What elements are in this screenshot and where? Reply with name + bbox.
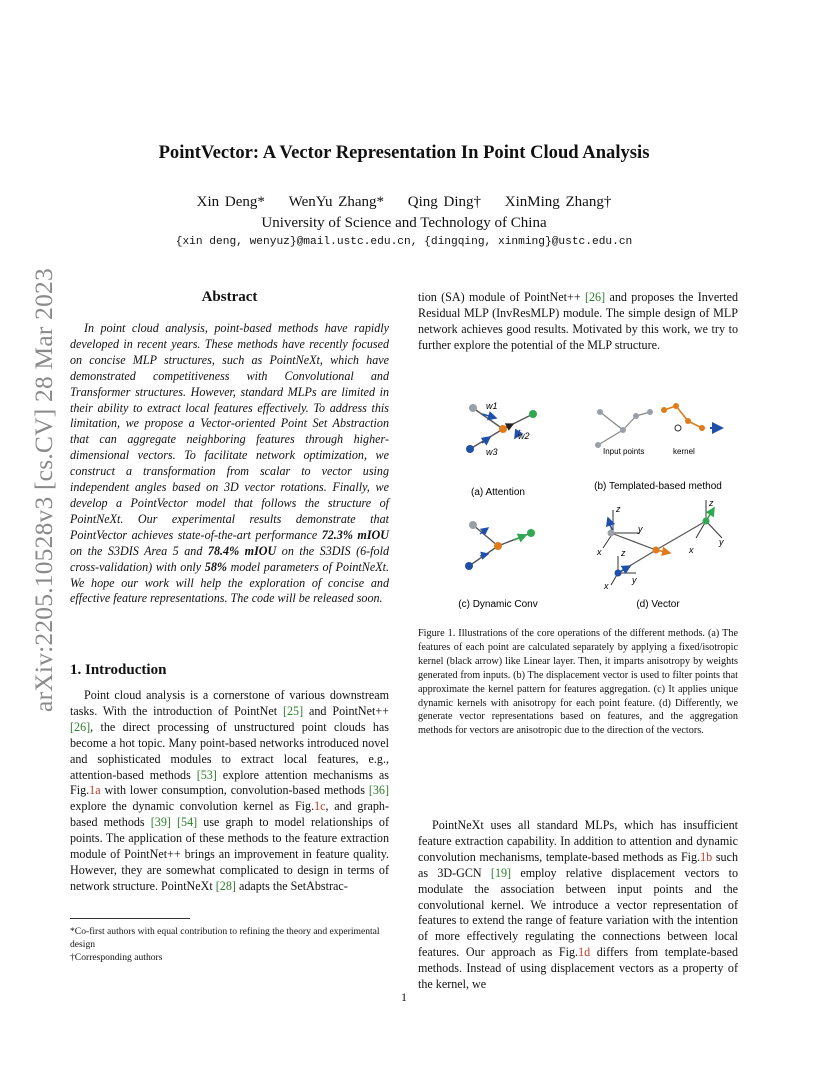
footnote-corresponding: †Corresponding authors [70,952,163,963]
kernel-point [685,418,691,424]
intro-text: use graph to model relationships of points. The application of these methods to the feature extraction module of PointNet++ brings an improvement in feature quality. However, they are somewhat complicated to design in terms of network structure. PointNeXt [70,815,389,893]
axis-label: y [632,575,637,585]
point [597,409,603,415]
citation-link[interactable]: [39] [150,815,171,830]
weight-arrow [482,437,490,443]
intro-text: , the direct processing of unstructured point clouds has become a hot topic. Many point-based networks introduced novel and sophisticated modules to extract local features, e.g., attention-based methods [70,719,389,782]
kernel-label: kernel [673,447,695,456]
point [608,530,615,537]
kernel-point [673,403,679,409]
weight-label: w1 [486,401,498,411]
edge [473,525,498,546]
point [469,404,477,412]
footnote-cofirst: *Co-first authors with equal contribution to refining the theory and experimental design [70,926,380,950]
citation-link[interactable]: [26] [584,290,606,304]
right-paragraph-bottom [418,818,738,993]
point [465,562,473,570]
edge [656,521,706,550]
axis-label: y [719,537,724,547]
weight-label: w3 [486,447,498,457]
body-text: employ relative displacement vectors to modulate the association between input points and the convolutional kernel. We introduce a vector representation of features to extend the range of feature variation with the intention of more effectively regulating the connections between local features. Our approach as Fig. [418,865,738,960]
point [595,442,601,448]
edge [598,430,623,445]
input-points-label: Input points [603,447,645,456]
citation-link[interactable]: [26] [70,719,91,734]
edge [469,546,498,566]
axis-label: x [597,547,602,557]
axis [706,521,722,538]
citation-link[interactable]: [54] [177,815,198,830]
kernel-point [699,425,705,431]
point [469,521,477,529]
intro-text: Point cloud analysis is a cornerstone of various downstream tasks. With the introduction of PointNet [70,688,389,718]
point [647,409,653,415]
author-list [100,194,708,211]
figure-link[interactable]: 1a [89,783,101,798]
edge [611,533,656,550]
abstract-result-1: 72.3% mIOU [321,527,389,542]
abstract-result-3: 58% [204,559,227,574]
intro-heading: 1. Introduction [70,662,167,678]
dynamic-kernel-arrow [514,535,526,540]
subfig-template [595,403,722,456]
center-point [653,547,660,554]
author: Xin Deng* [196,194,265,210]
figure-1 [418,388,738,620]
affiliation: University of Science and Technology of China [261,215,547,231]
subfig-caption-c: (c) Dynamic Conv [458,599,538,610]
abstract-text [70,321,389,607]
axis-label: z [709,498,714,508]
body-text: differs from template-based methods. Instead of using displacement vectors as a property of the kernel, we [418,945,739,992]
figure-caption: Figure 1. Illustrations of the core operations of the different methods. (a) The features of each point are calculated separately by applying a fixed/isotropic kernel (black arrow) like Linear layer. Then, it imparts anisotropy by weights generated from inputs. (b) The displacement vector is used to filter points that approximate the kernel pattern for features aggregation. (c) It applies unique dynamic kernels with anisotropy for each point feature. (d) Differently, we generate vector representations based on features, and the aggregation methods for vectors are anisotropic due to the direction of the vectors. [418,628,738,737]
point [703,518,710,525]
weight-label: w2 [518,431,530,441]
arxiv-stamp: arXiv:2205.10528v3 [cs.CV] 28 Mar 2023 [29,268,58,712]
multiply-icon [675,425,681,431]
abstract-text-b: on the S3DIS Area 5 and [70,543,208,558]
figure-link[interactable]: 1d [578,945,591,960]
subfig-dynamic-conv [465,521,535,570]
citation-link[interactable]: [53] [196,767,217,782]
axis-label: z [621,548,626,558]
subfig-caption-b: (b) Templated-based method [594,481,722,492]
figure-link[interactable]: 1b [700,849,713,864]
subfig-vector [596,498,724,591]
kernel-point [661,407,667,413]
intro-text: , and graph-based methods [70,799,389,830]
body-text: tion (SA) module of PointNet++ [418,290,585,304]
center-point [499,425,507,433]
paper-title: PointVector: A Vector Representation In Point Cloud Analysis [158,142,650,163]
citation-link[interactable]: [25] [282,703,304,718]
page-number: 1 [401,990,407,1004]
author: Qing Ding† [407,194,482,210]
point [466,445,474,453]
intro-text: and PointNet++ [303,703,389,718]
body-text: such as 3D-GCN [418,849,738,880]
author: XinMing Zhang† [504,194,612,210]
center-point [494,542,502,550]
kernel-shape [664,406,702,428]
author-emails: {xin deng, wenyuz}@mail.ustc.edu.cn, {dingqing, xinming}@ustc.edu.cn [175,236,633,248]
dynamic-kernel-arrow [480,554,488,556]
intro-text: adapts the SetAbstrac- [235,878,348,893]
citation-link[interactable]: [19] [490,865,512,880]
body-text: and proposes the Inverted Residual MLP (InvResMLP) module. The simple design of MLP network achieves good results. Motivated by this work, we try to further explore the potential of the MLP structure. [418,290,738,352]
point [620,427,626,433]
edge [600,412,623,430]
abstract-heading: Abstract [201,289,258,305]
abstract-text-c: on the S3DIS (6-fold cross-validation) with only [70,543,390,574]
intro-text: explore attention mechanisms as Fig. [70,767,389,798]
edge [473,408,503,429]
author: WenYu Zhang* [288,194,385,210]
abstract-result-2: 78.4% mIOU [207,543,277,558]
citation-link[interactable]: [36] [368,783,389,798]
axis-label: x [604,581,609,591]
footnote-rule [70,918,190,919]
point [529,410,537,418]
citation-link[interactable]: [28] [215,878,236,893]
point [615,570,622,577]
intro-paragraph [70,688,389,895]
point [527,529,535,537]
abstract-text-a: In point cloud analysis, point-based methods have rapidly developed in recent years. These methods have recently focused on concise MLP structures, such as PointNeXt, which have demonstrated competitiveness with Convolutional and Transformer structures. However, standard MLPs are limited in their ability to extract local features effectively. To address this limitation, we propose a Vector-oriented Point Set Abstraction that can aggregate neighboring features through higher-dimensional vectors. To facilitate network optimization, we construct a transformation from scalar to vector using independent angles based on 3D vector rotations. Finally, we develop a PointVector model that follows the structure of PointNeXt. Our experimental results demonstrate that PointVector achieves state-of-the-art performance [70,321,389,542]
right-paragraph-top [418,290,738,354]
body-text: PointNeXt uses all standard MLPs, which has insufficient feature extraction capability. In addition to attention and dynamic convolution mechanisms, template-based methods as Fig. [418,818,738,864]
figure-link[interactable]: 1c [314,799,326,814]
subfig-caption-a: (a) Attention [471,487,525,498]
axis-label: x [689,545,694,555]
abstract-text-d: model parameters of PointNeXt. We hope our work will help the exploration of concise and effective feature representations. The code will be released soon. [70,559,389,606]
axis-label: y [638,524,643,534]
subfig-caption-d: (d) Vector [636,599,680,610]
point [633,413,639,419]
intro-text: explore the dynamic convolution kernel as Fig. [70,799,315,814]
intro-text: with lower consumption, convolution-based methods [100,783,369,798]
subfig-attention [466,401,537,457]
axis-label: z [616,504,621,514]
